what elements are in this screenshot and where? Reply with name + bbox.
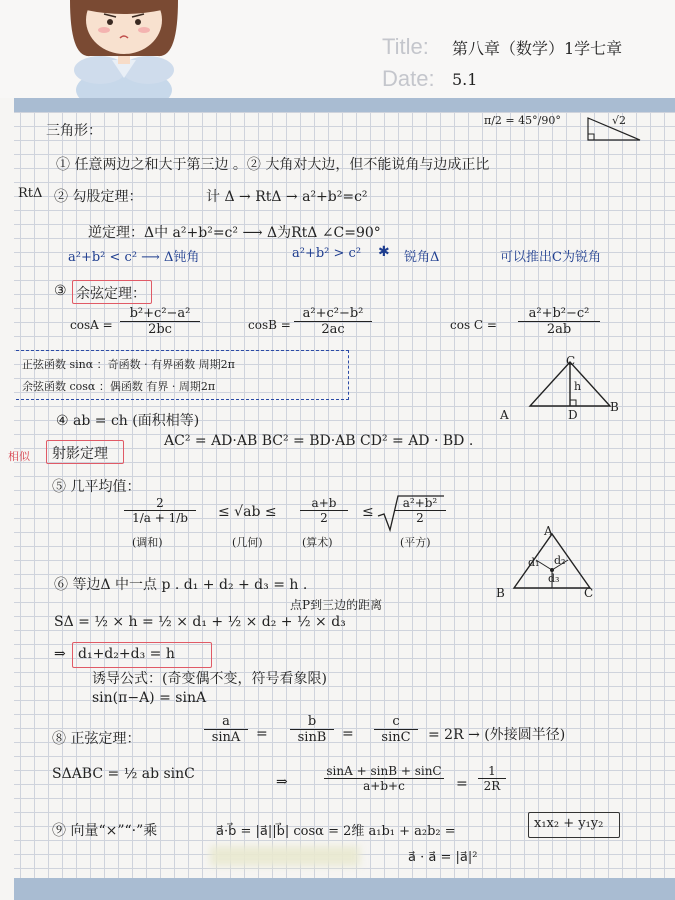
cosB-label: cosB = <box>248 318 291 332</box>
eq-label-d1: d₁ <box>528 556 540 569</box>
eq-label-d3: d₃ <box>548 572 560 585</box>
acute-note: 锐角Δ <box>404 250 440 265</box>
cosA-fraction <box>120 306 200 337</box>
figure-label-b: B <box>610 400 619 414</box>
triangle-rule-line: ① 任意两边之和大于第三边 。② 大角对大边，但不能说角与边成正比 <box>56 157 490 173</box>
result-formula: d₁+d₂+d₃ = h <box>78 646 175 662</box>
eq-label-a: A <box>544 524 553 538</box>
cosA-numerator: b²+c²−a² <box>129 306 191 321</box>
arithmetic-note: (算术) <box>302 536 333 549</box>
projection-title: 射影定理 <box>52 446 108 462</box>
date-value: 5.1 <box>452 70 478 89</box>
sine-sum-numerator: sinA + sinB + sinC <box>326 764 442 778</box>
sine-eq-1: = <box>256 726 268 742</box>
harmonic-denominator: 1/a + 1/b <box>124 510 196 525</box>
cosB-denominator: 2ac <box>294 321 372 337</box>
harmonic-numerator: 2 <box>156 496 164 510</box>
reciprocal-denominator: 2R <box>478 778 506 793</box>
arithmetic-mean-fraction <box>300 496 348 525</box>
rt-mark: RtΔ <box>18 186 43 201</box>
reciprocal-2r-fraction <box>478 764 506 793</box>
pythagoras-converse: 逆定理：Δ中 a²+b²=c² ⟶ Δ为RtΔ ∠C=90° <box>88 225 381 241</box>
geometric-note: (几何) <box>232 536 263 549</box>
sine-law-c <box>374 714 418 745</box>
sine-law-c-num: c <box>392 714 400 729</box>
triangle-area-formula: SΔABC = ½ ab sinC <box>52 766 195 782</box>
induction-example: sin(π−A) = sinA <box>92 690 207 706</box>
obtuse-condition: a²+b² < c² ⟶ Δ钝角 <box>68 250 200 265</box>
eq-label-d2: d₂ <box>554 554 566 567</box>
pythagoras-formula: 计 Δ → RtΔ → a²+b²=c² <box>206 189 368 205</box>
figure-label-h: h <box>574 380 582 393</box>
sine-sum-eq: = <box>456 776 468 792</box>
figure-label-a: A <box>500 408 509 422</box>
cosA-denominator: 2bc <box>120 321 200 337</box>
quadratic-numerator: a²+b² <box>402 496 438 510</box>
vector-title: ⑨ 向量“×”“·”乘 <box>52 823 158 839</box>
eq-label-b: B <box>496 586 505 600</box>
sine-law-b <box>290 714 334 745</box>
eq-label-c: C <box>584 586 594 600</box>
vector-box-text: x₁x₂ + y₁y₂ <box>534 816 604 831</box>
pythagoras-title: ② 勾股定理： <box>54 189 143 205</box>
sine-law-title: ⑧ 正弦定理： <box>52 731 141 747</box>
cosC-fraction <box>518 306 600 337</box>
equilateral-line: ⑥ 等边Δ 中一点 p . d₁ + d₂ + d₃ = h . <box>54 577 308 593</box>
harmonic-note: (调和) <box>132 536 163 549</box>
page-header <box>0 0 675 98</box>
sine-law-tail: = 2R → (外接圆半径) <box>428 727 566 743</box>
sine-law-c-den: sinC <box>374 729 418 745</box>
figure-label-d: D <box>568 408 578 422</box>
area-equality-line: ④ ab = ch (面积相等) <box>56 413 200 429</box>
sine-sum-fraction <box>324 764 444 793</box>
cosC-label: cos C = <box>450 318 497 332</box>
cosA-label: cosA = <box>70 318 113 332</box>
geometric-mean: ≤ √ab ≤ <box>218 504 277 520</box>
date-label: Date: <box>382 66 435 91</box>
cosB-numerator: a²+c²−b² <box>302 306 364 321</box>
cosB-fraction <box>294 306 372 337</box>
figure-label-c: C <box>566 354 576 368</box>
quadratic-mean-fraction <box>394 496 446 525</box>
quadratic-note: (平方) <box>400 536 431 549</box>
quadratic-denominator: 2 <box>394 510 446 525</box>
vector-dot-product: a⃗·b⃗ = |a⃗||b⃗| cosα = 2维 a₁b₁ + a₂b₂ = <box>216 824 456 839</box>
sine-law-a-num: a <box>222 714 230 729</box>
footer-band <box>14 878 675 900</box>
induction-formula-title: 诱导公式：(奇变偶不变，符号看象限) <box>92 671 327 687</box>
cosine-function-row: 余弦函数 cosα ：偶函数 有界 · 周期2π <box>22 380 216 393</box>
means-title: ⑤ 几平均值： <box>52 479 141 495</box>
section-heading: 三角形： <box>46 123 102 139</box>
acute-right-note: 可以推出C为锐角 <box>500 250 601 265</box>
similar-note: 相似 <box>8 450 30 463</box>
equilateral-note: 点P到三边的距离 <box>290 598 383 612</box>
blurred-watermark <box>210 846 360 866</box>
sine-law-a <box>204 714 248 745</box>
mean-inequality-sign: ≤ <box>362 504 374 520</box>
cosC-denominator: 2ab <box>518 321 600 337</box>
sine-function-row: 正弦函数 sinα ：奇函数 · 有界函数 周期2π <box>22 358 235 371</box>
result-arrow: ⇒ <box>54 646 66 662</box>
sine-eq-2: = <box>342 726 354 742</box>
arithmetic-numerator: a+b <box>311 496 337 510</box>
page-margin <box>0 98 14 900</box>
triangle-area-arrow: ⇒ <box>276 774 288 790</box>
altitude-triangle-figure <box>510 356 620 426</box>
header-divider-band <box>14 98 675 112</box>
cosC-numerator: a²+b²−c² <box>528 306 590 321</box>
cosine-title: 余弦定理： <box>76 286 146 302</box>
area-sum-line: SΔ = ½ × h = ½ × d₁ + ½ × d₂ + ½ × d₃ <box>54 614 346 630</box>
sine-law-b-num: b <box>307 714 317 729</box>
star-mark: ✱ <box>378 244 390 260</box>
acute-condition: a²+b² > c² <box>292 246 362 261</box>
sine-law-a-den: sinA <box>204 729 248 745</box>
girl-illustration <box>40 0 220 98</box>
top-right-formula: π/2 = 45°/90° <box>484 114 561 127</box>
projection-formulas: AC² = AD·AB BC² = BD·AB CD² = AD · BD . <box>164 433 474 449</box>
sine-law-b-den: sinB <box>290 729 334 745</box>
harmonic-mean-fraction <box>124 496 196 525</box>
title-value: 第八章（数学）1学七章 <box>452 39 623 58</box>
sine-sum-denominator: a+b+c <box>324 778 444 793</box>
rt-sketch-label: √2 <box>612 114 627 127</box>
reciprocal-numerator: 1 <box>488 764 496 778</box>
vector-self-dot: a⃗ · a⃗ = |a⃗|² <box>408 850 478 865</box>
arithmetic-denominator: 2 <box>300 510 348 525</box>
title-label: Title: <box>382 34 429 59</box>
cosine-number: ③ <box>54 283 67 299</box>
